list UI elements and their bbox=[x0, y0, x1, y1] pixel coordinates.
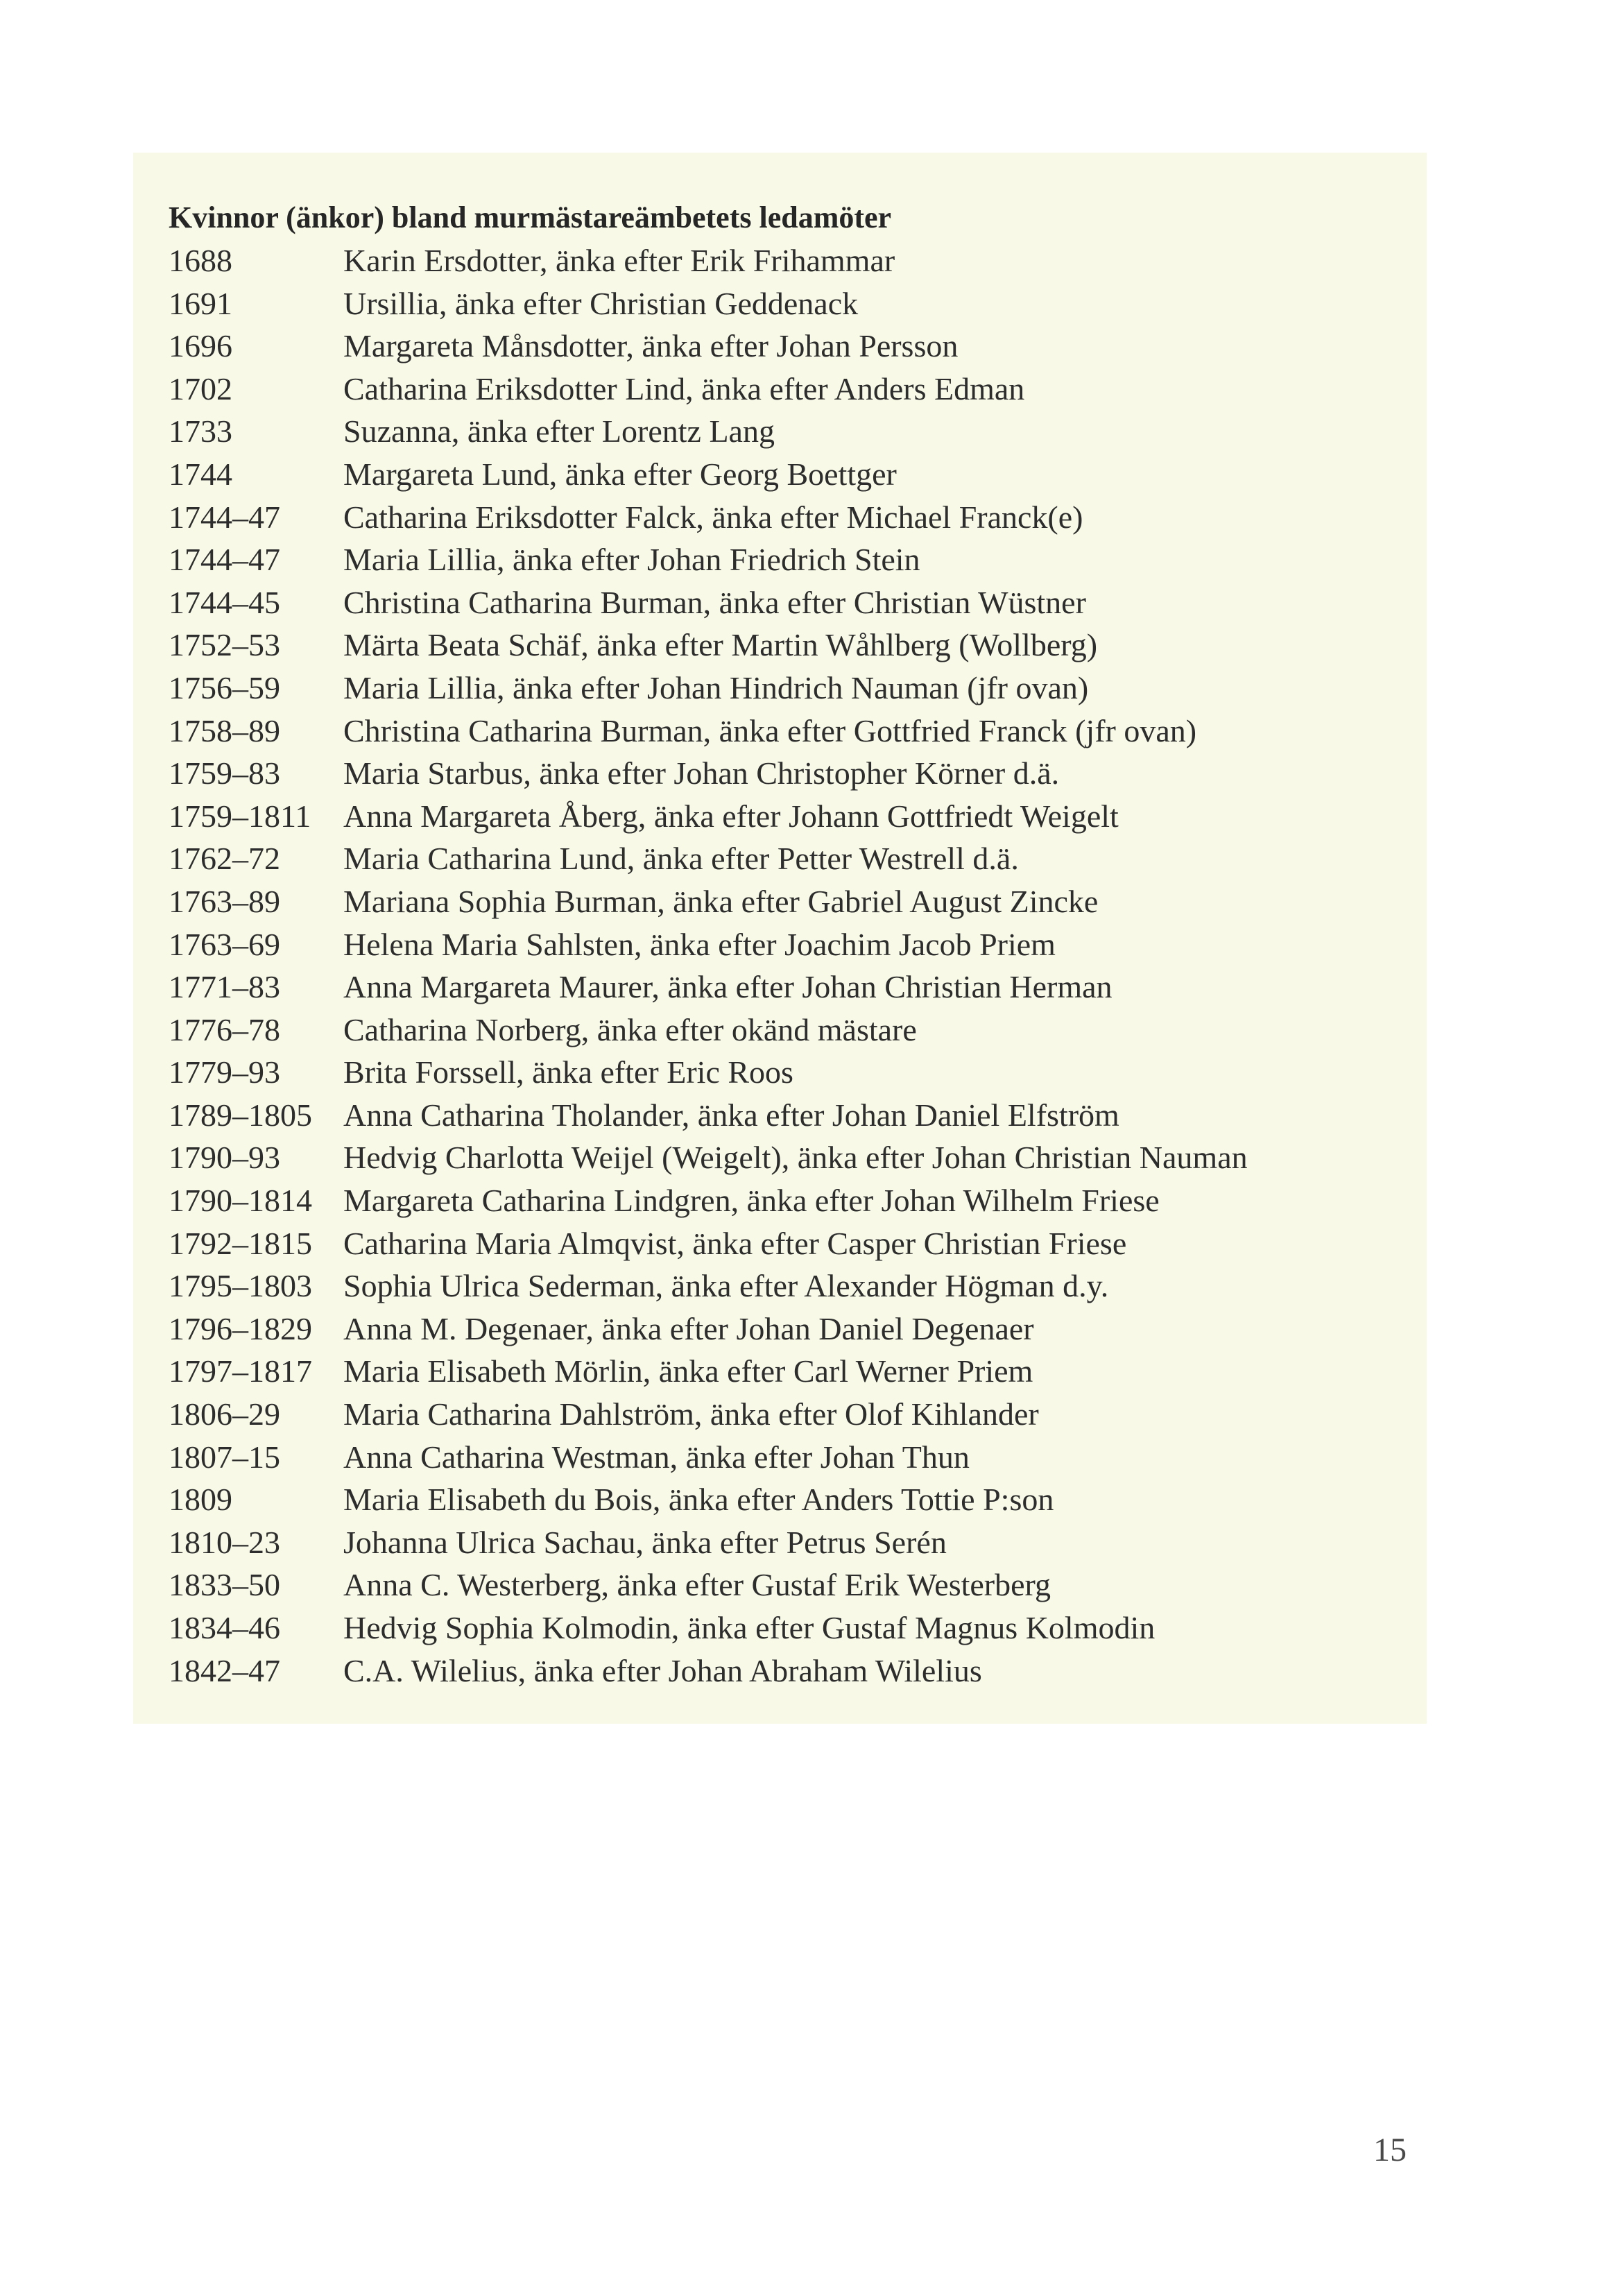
list-item bbox=[169, 837, 1417, 880]
list-item bbox=[169, 1650, 1417, 1693]
widow-entry: Christina Catharina Burman, änka efter Gottfried Franck (jfr ovan) bbox=[343, 712, 1197, 748]
widow-entry: Maria Elisabeth Mörlin, änka efter Carl Werner Priem bbox=[343, 1353, 1033, 1389]
list-item bbox=[169, 795, 1417, 838]
list-item bbox=[169, 1094, 1417, 1137]
widow-entry: Margareta Lund, änka efter Georg Boettger bbox=[343, 456, 897, 492]
list-item bbox=[169, 410, 1417, 453]
list-item bbox=[169, 1009, 1417, 1052]
list-item bbox=[169, 1222, 1417, 1265]
list-item bbox=[169, 282, 1417, 325]
list-item bbox=[169, 880, 1417, 923]
widow-entry: Catharina Eriksdotter Lind, änka efter Anders Edman bbox=[343, 370, 1025, 406]
year-range: 1763–69 bbox=[169, 926, 280, 962]
year-range: 1842–47 bbox=[169, 1652, 280, 1688]
list-item bbox=[169, 966, 1417, 1009]
year-range: 1807–15 bbox=[169, 1439, 280, 1475]
year-range: 1771–83 bbox=[169, 969, 280, 1005]
widow-entry: Karin Ersdotter, änka efter Erik Frihammar bbox=[343, 243, 895, 278]
year-range: 1688 bbox=[169, 243, 232, 278]
list-item bbox=[169, 368, 1417, 411]
year-range: 1809 bbox=[169, 1482, 232, 1518]
widow-entry: C.A. Wilelius, änka efter Johan Abraham Wilelius bbox=[343, 1652, 982, 1688]
widow-entry: Hedvig Charlotta Weijel (Weigelt), änka efter Johan Christian Nauman bbox=[343, 1140, 1248, 1176]
widow-list-section bbox=[169, 196, 1417, 1692]
widow-entry: Maria Catharina Lund, änka efter Petter Westrell d.ä. bbox=[343, 841, 1019, 877]
widow-entry: Margareta Catharina Lindgren, änka efter Johan Wilhelm Friese bbox=[343, 1183, 1160, 1219]
widow-entry: Anna Catharina Tholander, änka efter Johan Daniel Elfström bbox=[343, 1097, 1119, 1133]
year-range: 1779–93 bbox=[169, 1054, 280, 1090]
widow-list bbox=[169, 239, 1417, 1692]
widow-entry: Johanna Ulrica Sachau, änka efter Petrus Serén bbox=[343, 1524, 947, 1560]
year-range: 1795–1803 bbox=[169, 1268, 312, 1304]
widow-entry: Anna Margareta Åberg, änka efter Johann Gottfriedt Weigelt bbox=[343, 798, 1119, 834]
year-range: 1744–47 bbox=[169, 499, 280, 535]
list-item bbox=[169, 1607, 1417, 1650]
list-item bbox=[169, 581, 1417, 624]
widow-entry: Ursillia, änka efter Christian Geddenack bbox=[343, 285, 859, 321]
list-item bbox=[169, 1478, 1417, 1521]
widow-entry: Anna C. Westerberg, änka efter Gustaf Erik Westerberg bbox=[343, 1567, 1051, 1603]
year-range: 1744–45 bbox=[169, 584, 280, 620]
list-item bbox=[169, 1136, 1417, 1179]
year-range: 1696 bbox=[169, 328, 232, 364]
year-range: 1756–59 bbox=[169, 669, 280, 705]
list-item bbox=[169, 496, 1417, 539]
widow-entry: Brita Forssell, änka efter Eric Roos bbox=[343, 1054, 793, 1090]
year-range: 1752–53 bbox=[169, 627, 280, 663]
widow-entry: Anna M. Degenaer, änka efter Johan Daniel Degenaer bbox=[343, 1310, 1034, 1346]
year-range: 1790–1814 bbox=[169, 1183, 312, 1219]
year-range: 1762–72 bbox=[169, 841, 280, 877]
year-range: 1744–47 bbox=[169, 542, 280, 578]
widow-entry: Catharina Norberg, änka efter okänd mästare bbox=[343, 1011, 917, 1047]
year-range: 1733 bbox=[169, 413, 232, 449]
year-range: 1759–83 bbox=[169, 755, 280, 791]
widow-entry: Mariana Sophia Burman, änka efter Gabriel August Zincke bbox=[343, 883, 1099, 919]
year-range: 1758–89 bbox=[169, 712, 280, 748]
list-item bbox=[169, 1308, 1417, 1351]
list-item bbox=[169, 923, 1417, 966]
list-item bbox=[169, 1350, 1417, 1393]
year-range: 1810–23 bbox=[169, 1524, 280, 1560]
section-heading: Kvinnor (änkor) bland murmästareämbetets ledamöter bbox=[169, 200, 892, 234]
year-range: 1790–93 bbox=[169, 1140, 280, 1176]
year-range: 1796–1829 bbox=[169, 1310, 312, 1346]
year-range: 1702 bbox=[169, 370, 232, 406]
year-range: 1834–46 bbox=[169, 1610, 280, 1645]
widow-entry: Margareta Månsdotter, änka efter Johan Persson bbox=[343, 328, 959, 364]
widow-entry: Suzanna, änka efter Lorentz Lang bbox=[343, 413, 775, 449]
list-item bbox=[169, 1265, 1417, 1308]
list-item bbox=[169, 325, 1417, 368]
widow-entry: Maria Catharina Dahlström, änka efter Olof Kihlander bbox=[343, 1396, 1039, 1432]
widow-entry: Anna Catharina Westman, änka efter Johan Thun bbox=[343, 1439, 970, 1475]
widow-entry: Maria Lillia, änka efter Johan Friedrich Stein bbox=[343, 542, 920, 578]
year-range: 1789–1805 bbox=[169, 1097, 312, 1133]
list-item bbox=[169, 710, 1417, 753]
widow-entry: Catharina Eriksdotter Falck, änka efter Michael Franck(e) bbox=[343, 499, 1083, 535]
widow-entry: Sophia Ulrica Sederman, änka efter Alexander Högman d.y. bbox=[343, 1268, 1109, 1304]
list-item bbox=[169, 1179, 1417, 1222]
widow-entry: Maria Lillia, änka efter Johan Hindrich Nauman (jfr ovan) bbox=[343, 669, 1089, 705]
year-range: 1833–50 bbox=[169, 1567, 280, 1603]
widow-entry: Anna Margareta Maurer, änka efter Johan Christian Herman bbox=[343, 969, 1113, 1005]
year-range: 1759–1811 bbox=[169, 798, 311, 834]
widow-entry: Christina Catharina Burman, änka efter Christian Wüstner bbox=[343, 584, 1086, 620]
list-item bbox=[169, 1521, 1417, 1564]
widow-entry: Maria Elisabeth du Bois, änka efter Anders Tottie P:son bbox=[343, 1482, 1054, 1518]
year-range: 1744 bbox=[169, 456, 232, 492]
page-number: 15 bbox=[1373, 2132, 1407, 2168]
widow-entry: Hedvig Sophia Kolmodin, änka efter Gustaf Magnus Kolmodin bbox=[343, 1610, 1156, 1645]
list-item bbox=[169, 667, 1417, 710]
list-item bbox=[169, 1393, 1417, 1436]
widow-entry: Märta Beata Schäf, änka efter Martin Wåhlberg (Wollberg) bbox=[343, 627, 1098, 663]
list-item bbox=[169, 1436, 1417, 1479]
year-range: 1691 bbox=[169, 285, 232, 321]
list-item bbox=[169, 1051, 1417, 1094]
year-range: 1792–1815 bbox=[169, 1225, 312, 1261]
widow-entry: Catharina Maria Almqvist, änka efter Casper Christian Friese bbox=[343, 1225, 1127, 1261]
list-item bbox=[169, 239, 1417, 282]
year-range: 1776–78 bbox=[169, 1011, 280, 1047]
list-item bbox=[169, 752, 1417, 795]
list-item bbox=[169, 453, 1417, 496]
year-range: 1763–89 bbox=[169, 883, 280, 919]
year-range: 1806–29 bbox=[169, 1396, 280, 1432]
year-range: 1797–1817 bbox=[169, 1353, 312, 1389]
widow-entry: Helena Maria Sahlsten, änka efter Joachim Jacob Priem bbox=[343, 926, 1056, 962]
list-item bbox=[169, 1563, 1417, 1607]
list-item bbox=[169, 538, 1417, 581]
list-item bbox=[169, 624, 1417, 667]
widow-entry: Maria Starbus, änka efter Johan Christopher Körner d.ä. bbox=[343, 755, 1060, 791]
